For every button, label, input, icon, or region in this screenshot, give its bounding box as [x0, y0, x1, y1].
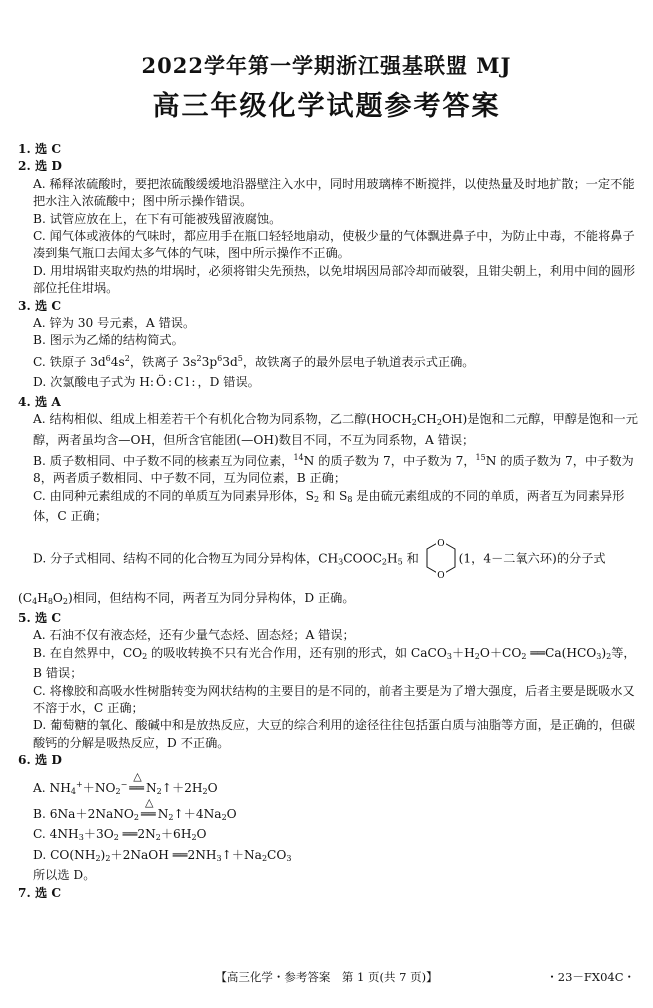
question-5: 5. 选 C — [18, 610, 62, 625]
q4-option-c: C. 由同种元素组成的不同的单质互为同素异形体，$S_2$ 和 $S_8$ 是由硫元素组成的不同的单质，两者互为同素异形体，C 正确； — [33, 488, 625, 524]
footer-code: ・23－FX04C・ — [546, 970, 635, 984]
question-7: 7. 选 C — [18, 885, 62, 900]
heat-symbol: △ — [133, 769, 142, 783]
question-2: 2. 选 D — [18, 159, 62, 174]
answer-content — [18, 141, 638, 902]
question-1: 1. 选 C — [18, 142, 62, 156]
question-4: 4. 选 A — [18, 394, 61, 409]
q5-option-c: C. 将橡胶和高吸水性树脂转变为网状结构的主要目的是不同的，前者主要是为了增大强度，后者主要是既吸水又不溶于水，C 正确； — [33, 683, 635, 715]
q2-option-c: C. 闻气体或液体的气味时，都应用手在瓶口轻轻地扇动，使极少量的气体飘进鼻子中，为防止中毒，不能将鼻子凑到集气瓶口去闻太多气体的气味，图中所示操作不正确。 — [33, 229, 635, 261]
q5-option-d: D. 葡萄糖的氧化、酸碱中和是放热反应，大豆的综合利用的途径往往包括蛋白质与油脂等方面，是正确的，但碳酸钙的分解是吸热反应，D 不正确。 — [33, 718, 636, 750]
q3-option-c: C. 铁原子 $3d^64s^2$，铁离子 $3s^23p^63d^5$，故铁离子的最外层电子轨道表示式正确。 — [33, 353, 475, 369]
q3-option-d: D. 次氯酸电子式为 H:Ö:Cl:，D 错误。 — [33, 375, 260, 390]
q6-option-a: A. $NH_4^++NO_2^-$ △ ══ $N_2↑+2H_2O$ — [33, 769, 218, 796]
q4-option-d: D. 分子式相同、结构不同的化合物互为同分异构体，$CH_3COOC_2H_5$ 和 O O (1，4－二氧六环)的分子式 — [33, 538, 606, 580]
q6-option-d: D. $CO(NH_2)_2+2NaOH$ $══2NH_3↑+Na_2CO_3$ — [33, 847, 292, 863]
q5-option-a: A. 石油不仅有液态烃，还有少量气态烃、固态烃；A 错误； — [33, 628, 355, 643]
dioxane-ring-icon — [423, 538, 459, 580]
page-title: 2022学年第一学期浙江强基联盟 MJ — [141, 53, 512, 78]
heat-symbol: △ — [145, 796, 154, 809]
q6-conclusion: 所以选 D。 — [33, 868, 96, 883]
question-3: 3. 选 C — [18, 298, 62, 313]
page-subtitle: 高三年级化学试题参考答案 — [152, 91, 501, 122]
q3-option-b: B. 图示为乙烯的结构简式。 — [33, 333, 184, 348]
q4-option-b: B. 质子数相同、中子数不同的核素互为同位素，$^{14}$N 的质子数为 7，中子数为 7，$^{15}$N 的质子数为 7，中子数为 8，两者质子数相同、中子数不同，互为同位素，B 正确； — [33, 452, 634, 486]
electron-formula: :Ö:Cl: — [149, 375, 198, 390]
q2-option-a: A. 稀释浓硫酸时，要把浓硫酸缓缓地沿器壁注入水中，同时用玻璃棒不断搅拌，以使热量及时地扩散；一定不能把水注入浓硫酸中；图中所示操作错误。 — [33, 176, 635, 209]
q3-option-a: A. 锌为 30 号元素，A 错误。 — [33, 316, 196, 331]
q2-option-b: B. 试管应放在上，在下有可能被残留液腐蚀。 — [33, 211, 282, 226]
ring-oxygen-bottom: O — [436, 570, 445, 580]
q2-option-d: D. 用坩埚钳夹取灼热的坩埚时，必须将钳尖先预热，以免坩埚因局部冷却而破裂，且钳尖朝上，利用中间的圆形部位托住坩埚。 — [33, 263, 636, 296]
ring-oxygen-top: O — [436, 538, 445, 549]
q6-option-c: C. $4NH_3+3O_2$ $══2N_2+6H_2O$ — [33, 827, 207, 843]
q6-option-b: B. 6Na＋2NaNO$_2$ △ ══ $N_2↑+4Na_2O$ — [33, 796, 237, 822]
q4-option-a: A. 结构相似、组成上相差若干个有机化合物为同系物，乙二醇$(HOCH_2CH_2OH)$是饱和二元醇，甲醇是饱和一元醇，两者虽均含—OH，但所含官能团(—OH)数目不同，不互为同系物，A 错误； — [33, 412, 638, 447]
q4-option-d-cont: $(C_4H_8O_2)$相同，但结构不同，两者互为同分异构体，D 正确。 — [18, 590, 355, 606]
footer-page-info: 【高三化学・参考答案 第 1 页(共 7 页)】 — [215, 970, 438, 984]
q5-option-b: B. 在自然界中，$CO_2$ 的吸收转换不只有光合作用，还有别的形式，如 $CaCO_3+H_2O+CO_2$ $══Ca(HCO_3)_2$等，B 错误； — [33, 645, 636, 681]
question-6: 6. 选 D — [18, 753, 62, 768]
